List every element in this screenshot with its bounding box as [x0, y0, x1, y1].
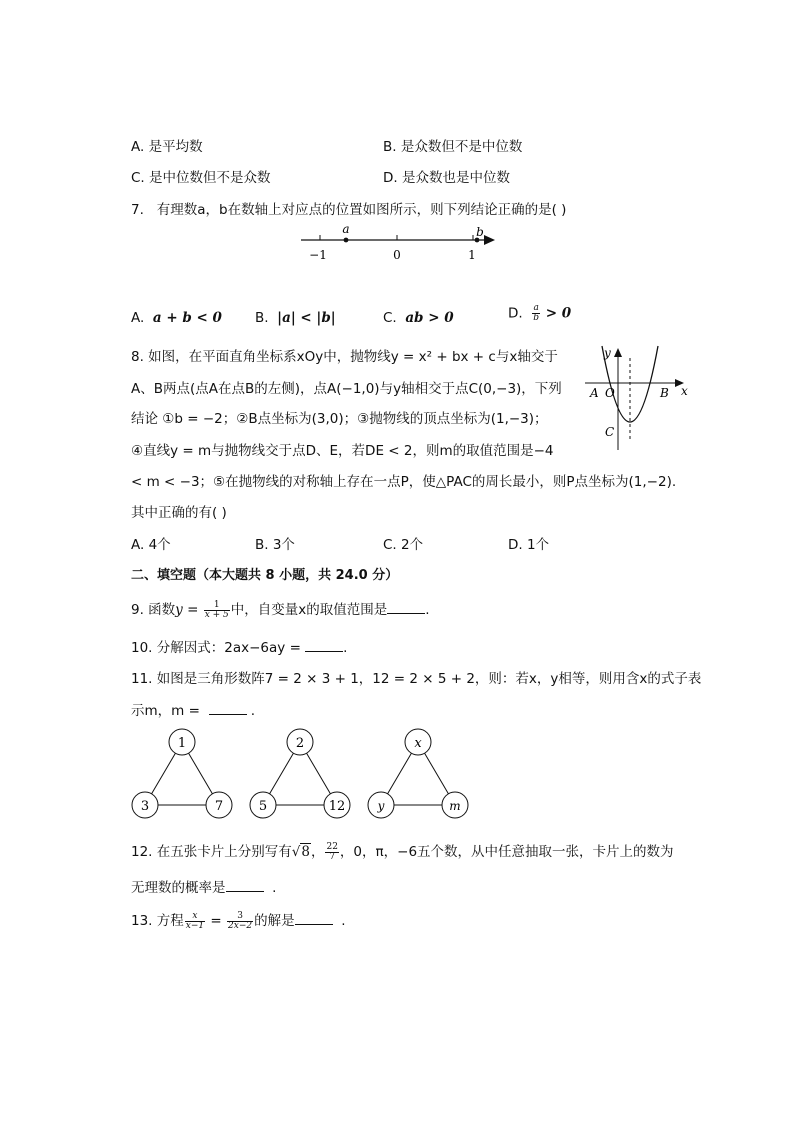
q7-option-d-fraction: $\frac{a}{b}$	[533, 303, 540, 323]
triangle-1	[132, 729, 232, 818]
q8-line-2: A、B两点(点A在点B的左侧)，点A(−1,0)与y轴相交于点C(0,−3)，下列	[131, 381, 562, 397]
q13-equals: =	[206, 913, 227, 929]
q12-text-2: 无理数的概率是	[131, 880, 226, 896]
section-2-title: 二、填空题（本大题共 8 小题，共 24.0 分）	[131, 568, 399, 583]
q9-prefix: 9. 函数	[131, 602, 176, 618]
q7-option-a	[131, 310, 222, 326]
q12-answer-blank[interactable]	[226, 879, 264, 892]
number-line	[296, 220, 506, 268]
q9-fraction: $\frac{1}{x + 5}$	[204, 599, 229, 620]
triangle-2-left: 5	[258, 799, 268, 814]
q8-option-c: C. 2个	[383, 537, 424, 553]
q12-text: ，0，π，−6五个数，从中任意抽取一张，卡片上的数为	[339, 844, 674, 860]
q7-option-c-text: ab > 0	[405, 310, 454, 326]
q7-option-b-text: |a| < |b|	[277, 310, 336, 326]
q13-fraction-right: $\frac{3}{2x-2}$	[228, 910, 253, 931]
q12-fraction: $\frac{22}{7}$	[326, 841, 338, 862]
q13-answer-blank[interactable]	[295, 912, 333, 925]
triangle-arrays	[126, 725, 476, 823]
q9	[131, 598, 430, 620]
q7-option-d-text: > 0	[541, 305, 572, 322]
q9-answer-blank[interactable]	[387, 601, 425, 614]
triangle-3-top: x	[414, 736, 422, 751]
q8-option-b: B. 3个	[255, 537, 295, 553]
q8-line-1: 8. 如图，在平面直角坐标系xOy中，抛物线y = x² + bx + c与x轴交于	[131, 349, 558, 365]
q7-text: 有理数a，b在数轴上对应点的位置如图所示，则下列结论正确的是( )	[156, 202, 567, 218]
q10	[131, 636, 347, 656]
y-axis-arrow-icon	[614, 348, 622, 357]
triangle-3-right: m	[449, 799, 461, 813]
q12-prefix: 12. 在五张卡片上分别写有	[131, 844, 292, 860]
q10-end: .	[343, 640, 348, 656]
origin-label: O	[605, 386, 615, 400]
q13-prefix: 13. 方程	[131, 913, 184, 929]
point-b-label: b	[476, 225, 484, 239]
parabola-graph	[580, 338, 695, 456]
q11-end: .	[250, 703, 256, 719]
q8-line-4: ④直线y = m与抛物线交于点D、E，若DE < 2，则m的取值范围是−4	[131, 443, 554, 459]
q11-answer-blank[interactable]	[209, 702, 247, 715]
q7-option-b-letter: B.	[255, 310, 269, 326]
point-a-label: a	[342, 222, 350, 236]
point-a	[344, 238, 349, 243]
q6-option-c: C. 是中位数但不是众数	[131, 170, 271, 186]
q8-line-3: 结论 ①b = −2；②B点坐标为(3,0)；③抛物线的顶点坐标为(1,−3)；	[131, 411, 548, 427]
q9-text: 中，自变量x的取值范围是	[230, 602, 388, 618]
point-C-label: C	[605, 425, 615, 439]
triangle-1-right: 7	[214, 799, 224, 814]
triangle-1-top: 1	[177, 736, 187, 751]
q12-line-1: 12. 在五张卡片上分别写有√8， $\frac{22}{7}$ ，0，π，−6五个数，从中任意抽取一张，卡片上的数为	[131, 841, 674, 862]
triangle-2-right: 12	[328, 799, 346, 814]
q11-text: 示m，m =	[131, 703, 200, 719]
q6-option-a: A. 是平均数	[131, 139, 203, 155]
q8-option-a: A. 4个	[131, 537, 171, 553]
q7-option-c-letter: C.	[383, 310, 397, 326]
tick-label-1: 1	[468, 248, 476, 262]
q12-sqrt: √8	[291, 844, 310, 860]
q13-fraction-left: $\frac{x}{x-1}$	[185, 910, 205, 931]
arrow-right-icon	[484, 235, 495, 245]
q12-line-2	[131, 876, 276, 896]
triangle-3-left: y	[377, 799, 385, 813]
q7-option-d-letter: D.	[508, 305, 523, 322]
q7-number: 7.	[131, 202, 144, 218]
q7-option-a-text: a + b < 0	[152, 310, 222, 326]
q12-end: .	[272, 880, 277, 896]
tick-label-0: 0	[393, 248, 401, 262]
triangle-3	[368, 729, 468, 818]
point-B-label: B	[660, 386, 669, 400]
q6-option-b: B. 是众数但不是中位数	[383, 139, 523, 155]
q8-option-d: D. 1个	[508, 537, 550, 553]
point-A-label: A	[590, 386, 599, 400]
y-axis-label: y	[604, 346, 611, 360]
q11-line-1: 11. 如图是三角形数阵7 = 2 × 3 + 1，12 = 2 × 5 + 2，则：若x，y相等，则用含x的式子表	[131, 671, 702, 687]
tick-label-neg1: −1	[309, 248, 327, 262]
q10-answer-blank[interactable]	[305, 639, 343, 652]
q13	[131, 909, 345, 931]
q9-end: .	[425, 602, 430, 618]
triangle-2	[250, 729, 350, 818]
q7-option-a-letter: A.	[131, 310, 145, 326]
q13-end: .	[341, 913, 346, 929]
q13-text: 的解是	[254, 913, 295, 929]
q10-text: 10. 分解因式：2ax−6ay =	[131, 640, 306, 656]
q7-stem	[131, 198, 566, 218]
q7-option-b	[255, 310, 336, 326]
q7-option-d	[508, 304, 571, 323]
q8-line-5: < m < −3；⑤在抛物线的对称轴上存在一点P，使△PAC的周长最小，则P点坐标为(1,−2).	[131, 474, 677, 490]
q9-y-equals: y =	[175, 602, 203, 618]
q7-option-c	[383, 310, 454, 326]
q8-line-6: 其中正确的有( )	[131, 505, 227, 521]
q11-line-2	[131, 699, 255, 719]
triangle-2-top: 2	[295, 736, 305, 751]
x-axis-label: x	[681, 384, 688, 398]
triangle-1-left: 3	[140, 799, 150, 814]
q6-option-d: D. 是众数也是中位数	[383, 170, 510, 186]
